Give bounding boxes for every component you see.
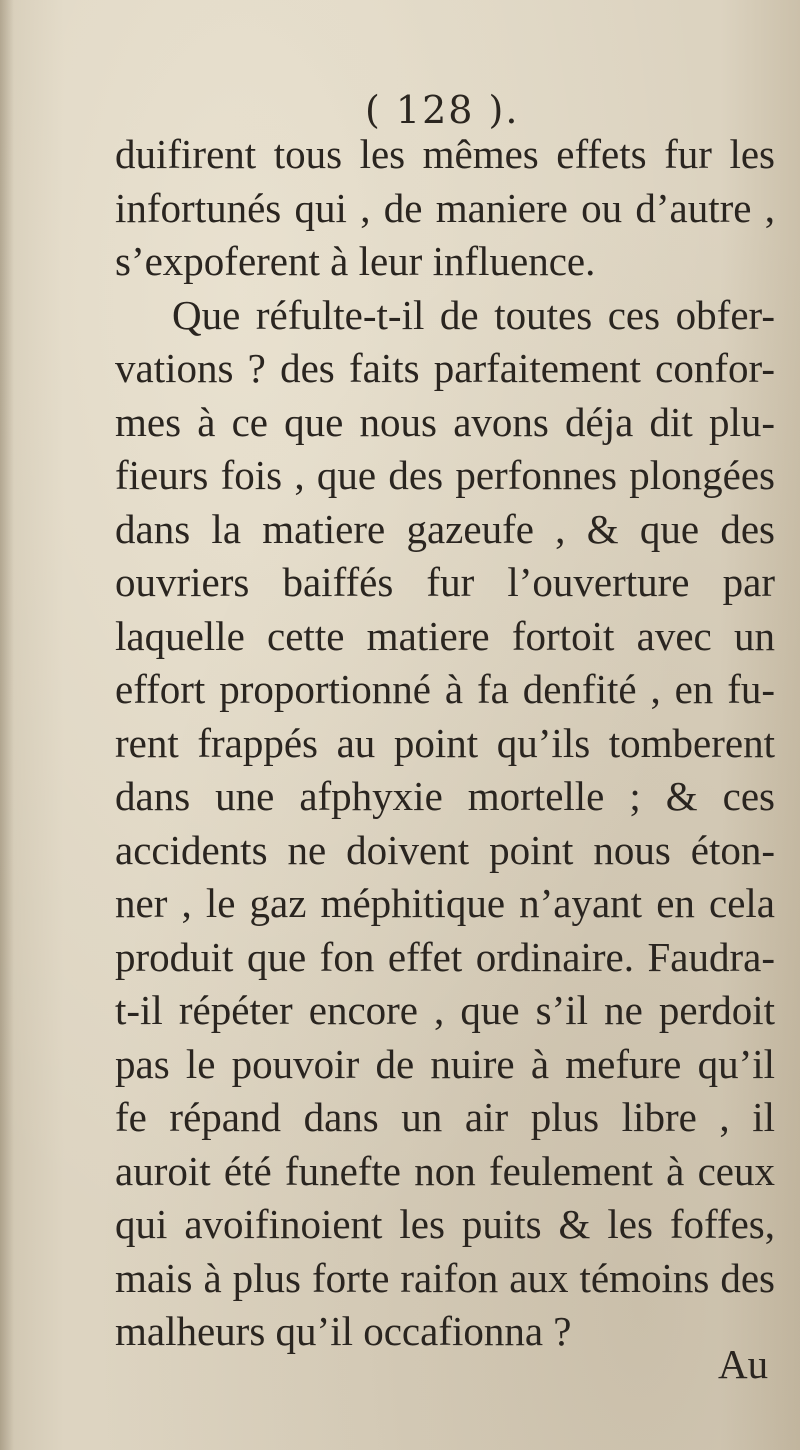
text-line: fieurs fois , que des perfonnes plongées [115, 452, 775, 498]
text-line: Que réfulte-t-il de toutes ces obfer- [172, 291, 775, 338]
text-line: qui avoifinoient les puits & les foffes, [115, 1201, 775, 1247]
text-line: rent frappés au point qu’ils tomberent [115, 719, 775, 766]
text-line: duifirent tous les mêmes effets fur les [115, 131, 775, 177]
page-gutter-shadow [0, 0, 14, 1450]
text-line: laquelle cette matiere fortoit avec un [115, 612, 775, 659]
text-line: mes à ce que nous avons déja dit plu- [115, 398, 775, 445]
text-line: produit que fon effet ordinaire. Faudra- [115, 933, 775, 980]
text-line: fe répand dans un air plus libre , il [115, 1094, 775, 1140]
text-line: accidents ne doivent point nous éton- [115, 826, 775, 873]
body-text [115, 128, 775, 1359]
text-line: dans la matiere gazeufe , & que des [115, 505, 775, 552]
text-line: t-il répéter encore , que s’il ne perdoit [115, 987, 775, 1033]
text-line: ner , le gaz méphitique n’ayant en cela [115, 880, 775, 926]
text-line: auroit été funefte non feulement à ceux [115, 1147, 775, 1194]
text-line: vations ? des faits parfaitement confor- [115, 345, 775, 391]
text-line: dans une afphyxie mortelle ; & ces [115, 773, 775, 819]
text-line: mais à plus forte raifon aux témoins des [115, 1254, 775, 1301]
catchword: Au [718, 1341, 769, 1387]
text-line: s’expoferent à leur influence. [115, 238, 596, 284]
text-line: malheurs qu’il occafionna ? [115, 1308, 572, 1354]
text-line: ouvriers baiffés fur l’ouverture par [115, 559, 775, 605]
page-number: ( 128 ). [365, 88, 520, 132]
text-line: pas le pouvoir de nuire à mefure qu’il [115, 1040, 775, 1087]
text-line: effort proportionné à fa denfité , en fu- [115, 666, 775, 712]
text-line: infortunés qui , de maniere ou d’autre , [115, 184, 775, 231]
